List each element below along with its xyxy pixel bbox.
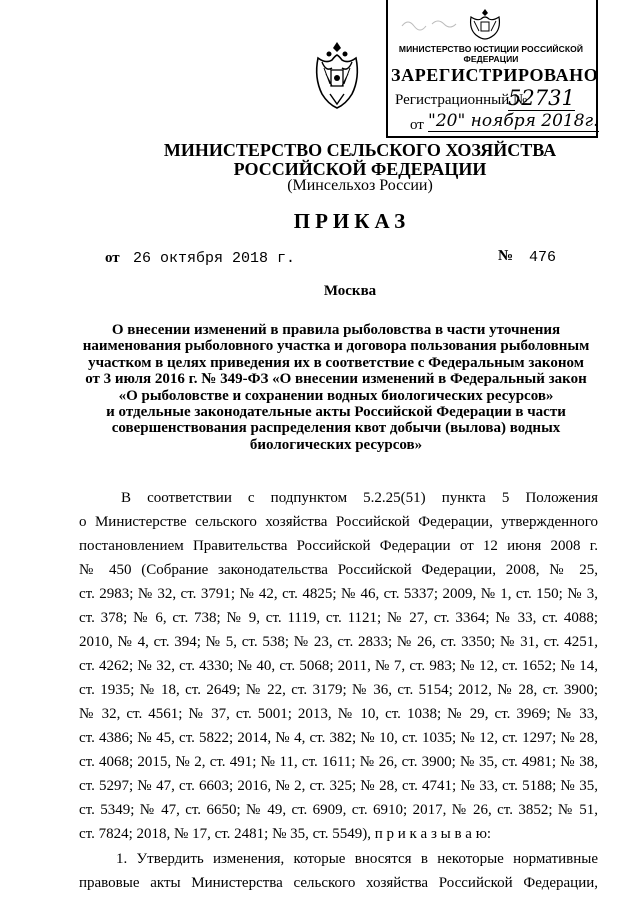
body-line: ст. 4068; 2015, № 2, ст. 491; № 11, ст. 1611; № 26, ст. 3900; № 35, ст. 4981; № 38, [79,754,598,770]
body-line: правовые акты Министерства сельского хозяйства Российской Федерации, [79,875,598,891]
body-line: 1. Утвердить изменения, которые вносятся в некоторые нормативные [116,851,598,867]
body-line: ст. 4386; № 45, ст. 5822; 2014, № 4, ст. 382; № 10, ст. 1035; № 12, ст. 1297; № 28, [79,730,598,746]
document-type-heading: ПРИКАЗ [293,209,411,233]
body-line: ст. 5349; № 47, ст. 6650; № 49, ст. 6909, ст. 6910; 2017, № 26, ст. 3852; № 51, [79,802,598,818]
stamp-emblem-icon [467,7,503,40]
body-line: ст. 1935; № 18, ст. 2649; № 22, ст. 3179; № 36, ст. 5154; 2012, № 28, ст. 3900; [79,682,598,698]
title-line: О внесении изменений в правила рыболовства в части уточнения [111,322,561,338]
body-line: ст. 2983; № 32, ст. 3791; № 42, ст. 4825; № 46, ст. 5337; 2009, № 1, ст. 150; № 3, [79,586,598,602]
body-line: ст. 7824; 2018, № 17, ст. 2481; № 35, ст. 5549), п р и к а з ы в а ю: [79,826,492,842]
title-line: участком в целях приведения их в соответствие с Федеральным законом [88,354,584,371]
order-number: 476 [529,249,557,266]
ministry-short-name: (Минсельхоз России) [287,177,433,194]
ministry-name-line1: МИНИСТЕРСТВО СЕЛЬСКОГО ХОЗЯЙСТВА [163,140,557,160]
title-line: совершенствования распределения квот добычи (вылова) водных [111,420,561,437]
title-line: биологических ресурсов» [249,436,423,453]
stamp-ministry-name: МИНИСТЕРСТВО ЮСТИЦИИ РОССИЙСКОЙ ФЕДЕРАЦИИ [398,44,584,64]
stamp-registered-label: ЗАРЕГИСТРИРОВАНО [391,65,599,85]
stamp-date-prefix: от [410,117,424,133]
order-title [76,322,596,453]
body-line: о Министерстве сельского хозяйства Российской Федерации, утвержденного [79,514,598,530]
body-line: № 32, ст. 4561; № 37, ст. 5001; 2013, № 10, ст. 1038; № 29, ст. 3969; № 33, [79,706,598,722]
body-line: № 450 (Собрание законодательства Российской Федерации, 2008, № 25, [79,562,598,578]
stamp-registration-date: "20" ноября 2018г. [428,111,599,131]
body-line: постановлением Правительства Российской Федерации от 12 июня 2008 г. [79,538,598,554]
body-line: В соответствии с подпунктом 5.2.25(51) пункта 5 Положения [121,490,598,506]
body-line: ст. 4262; № 32, ст. 4330; № 40, ст. 5068; 2011, № 7, ст. 983; № 12, ст. 1652; № 14, [79,658,598,674]
body-line: ст. 5297; № 47, ст. 6603; 2016, № 2, ст. 325; № 28, ст. 4741; № 33, ст. 5188; № 35, [79,778,598,794]
title-line: и отдельные законодательные акты Российской Федерации в части [106,404,566,421]
title-line: от 3 июля 2016 г. № 349-ФЗ «О внесении изменений в Федеральный закон [85,371,587,388]
city-name: Москва [323,283,377,299]
ministry-name-line2: РОССИЙСКОЙ ФЕДЕРАЦИИ [233,159,487,179]
title-line: «О рыболовстве и сохранении водных биологических ресурсов» [118,387,554,404]
body-line: ст. 378; № 6, ст. 738; № 9, ст. 1119, ст. 1121; № 27, ст. 3364; № 33, ст. 4088; [79,610,598,626]
order-date-prefix: от [105,250,120,266]
stamp-registration-number: 52731 [508,86,575,110]
coat-of-arms-emblem [312,38,362,114]
order-date: 26 октября 2018 г. [133,250,296,267]
faint-seal-mark [398,14,458,34]
body-line: 2010, № 4, ст. 394; № 5, ст. 538; № 23, ст. 2833; № 26, ст. 3350; № 31, ст. 4251, [79,634,598,650]
order-number-sign: № [498,248,514,264]
title-line: наименования рыболовного участка и договора пользования рыболовным [82,338,590,355]
stamp-registration-label: Регистрационный № [395,92,528,108]
